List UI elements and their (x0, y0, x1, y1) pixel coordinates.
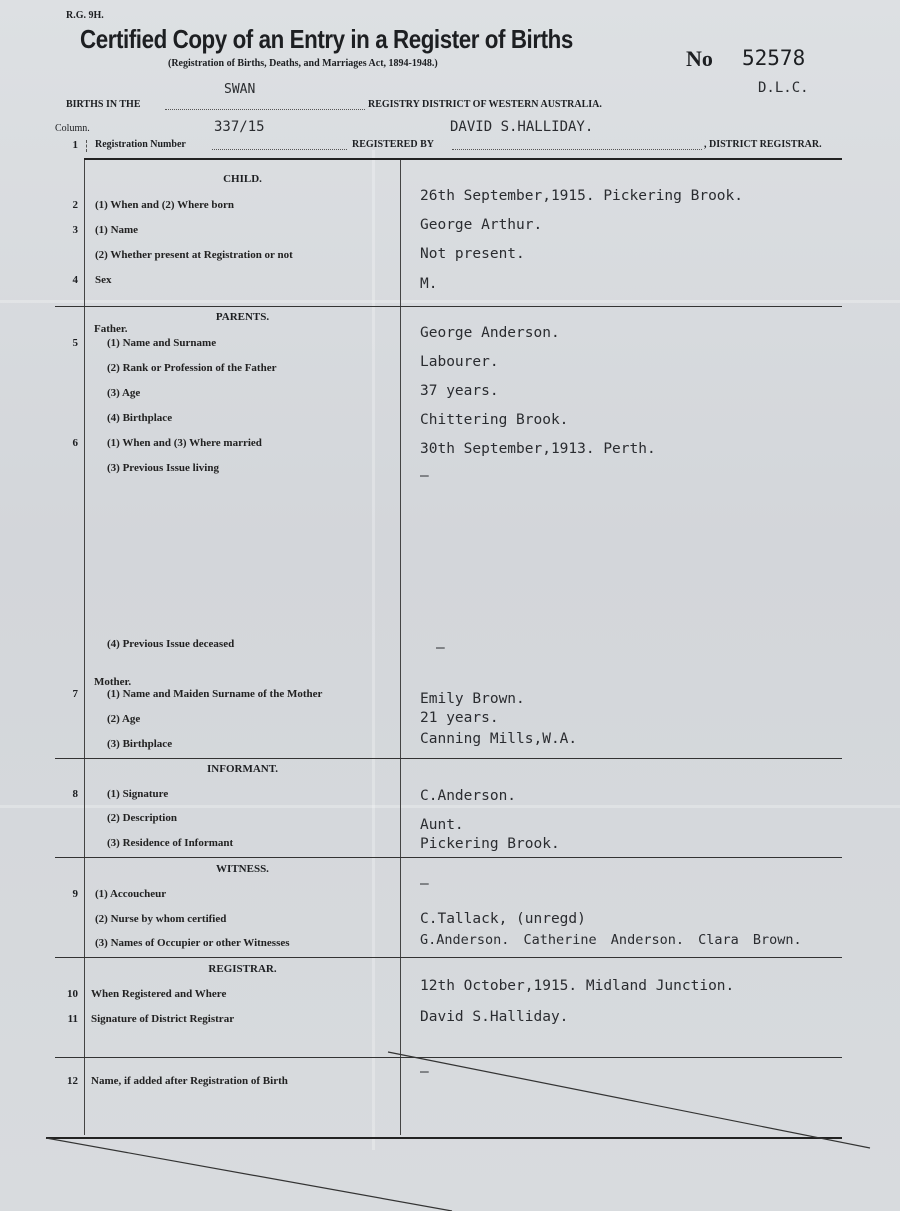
informant-signature: C.Anderson. (420, 788, 517, 804)
row-label: (3) Names of Occupier or other Witnesses (95, 937, 290, 949)
birth-date-place: 26th September,1915. Pickering Brook. (420, 188, 744, 204)
issue-deceased-value: — (436, 640, 445, 656)
row-number: 12 (67, 1075, 78, 1087)
row-label: (4) Previous Issue deceased (107, 638, 235, 650)
row-label: When Registered and Where (91, 988, 227, 1000)
father-age: 37 years. (420, 383, 499, 399)
row-label: (1) Name and Surname (107, 337, 217, 349)
column-label: Column. (55, 123, 90, 134)
row-label: (2) Whether present at Registration or not (95, 249, 293, 261)
mother-name: Emily Brown. (420, 691, 525, 707)
row-label: (2) Rank or Profession of the Father (107, 362, 277, 374)
row-label: (1) When and (3) Where married (107, 437, 262, 449)
witnesses-value: G.Anderson. Catherine Anderson. Clara Brown. (420, 932, 802, 948)
row-number: 7 (72, 688, 78, 700)
column-number: 1 (72, 139, 78, 151)
row-label: Signature of District Registrar (91, 1013, 235, 1025)
registration-number-label: Registration Number (95, 139, 186, 150)
row-label: Name, if added after Registration of Birth (91, 1075, 288, 1087)
row-label: (2) Age (107, 713, 141, 725)
page-title: Certified Copy of an Entry in a Register of Births (80, 24, 573, 54)
district-value: SWAN (224, 82, 256, 97)
registration-number-value: 337/15 (214, 119, 265, 135)
district-registrar-label: , DISTRICT REGISTRAR. (704, 139, 822, 150)
presence-value: Not present. (420, 246, 525, 262)
marriage-date-place: 30th September,1913. Perth. (420, 441, 656, 457)
section-registrar: REGISTRAR. (208, 963, 277, 975)
row-label: (3) Age (107, 387, 141, 399)
mother-age: 21 years. (420, 710, 499, 726)
row-label: (1) Accoucheur (95, 888, 167, 900)
mother-birthplace: Canning Mills,W.A. (420, 731, 578, 747)
cert-number-label: No (686, 46, 713, 71)
father-heading: Father. (94, 323, 128, 335)
registration-date-place: 12th October,1915. Midland Junction. (420, 978, 735, 994)
father-profession: Labourer. (420, 354, 499, 370)
row-label: (3) Previous Issue living (107, 462, 219, 474)
nurse-value: C.Tallack, (unregd) (420, 911, 586, 927)
registrar-signature: David S.Halliday. (420, 1009, 569, 1025)
row-label: (1) Name (95, 224, 139, 236)
sex-value: M. (420, 276, 438, 292)
row-number: 8 (72, 788, 78, 800)
row-label: (3) Birthplace (107, 738, 173, 750)
child-name: George Arthur. (420, 217, 543, 233)
father-name: George Anderson. (420, 325, 560, 341)
cert-number: 52578 (742, 46, 806, 70)
registered-by-value: DAVID S.HALLIDAY. (450, 119, 594, 135)
row-label: (3) Residence of Informant (107, 837, 234, 849)
cancellation-line (46, 1138, 452, 1211)
issue-living-value: — (420, 468, 429, 484)
row-number: 9 (72, 888, 78, 900)
row-number: 2 (72, 199, 78, 211)
row-number: 5 (72, 337, 78, 349)
section-child: CHILD. (223, 173, 262, 185)
row-label: (1) When and (2) Where born (95, 199, 235, 211)
births-in-label: BIRTHS IN THE (66, 99, 141, 110)
row-label: (2) Description (107, 812, 177, 824)
page-subtitle: (Registration of Births, Deaths, and Marriages Act, 1894-1948.) (168, 58, 438, 69)
row-label: Sex (95, 274, 112, 286)
added-name-value: — (420, 1064, 429, 1080)
accoucheur-value: — (420, 876, 429, 892)
registry-label: REGISTRY DISTRICT OF WESTERN AUSTRALIA. (368, 99, 602, 110)
informant-residence: Pickering Brook. (420, 836, 560, 852)
form-code: R.G. 9H. (66, 10, 104, 21)
father-birthplace: Chittering Brook. (420, 412, 569, 428)
informant-description: Aunt. (420, 817, 464, 833)
row-label: (2) Nurse by whom certified (95, 913, 227, 925)
row-label: (4) Birthplace (107, 412, 173, 424)
row-number: 10 (67, 988, 78, 1000)
dlc-mark: D.L.C. (758, 80, 809, 96)
section-informant: INFORMANT. (207, 763, 278, 775)
cancellation-line (388, 1052, 870, 1148)
section-parents: PARENTS. (215, 311, 270, 323)
row-label: (1) Name and Maiden Surname of the Mother (107, 688, 323, 700)
row-number: 4 (72, 274, 78, 286)
section-witness: WITNESS. (216, 863, 269, 875)
row-label: (1) Signature (107, 788, 169, 800)
row-number: 6 (72, 437, 78, 449)
registered-by-label: REGISTERED BY (352, 139, 434, 150)
row-number: 3 (72, 224, 78, 236)
row-number: 11 (67, 1013, 78, 1025)
mother-heading: Mother. (94, 676, 132, 688)
